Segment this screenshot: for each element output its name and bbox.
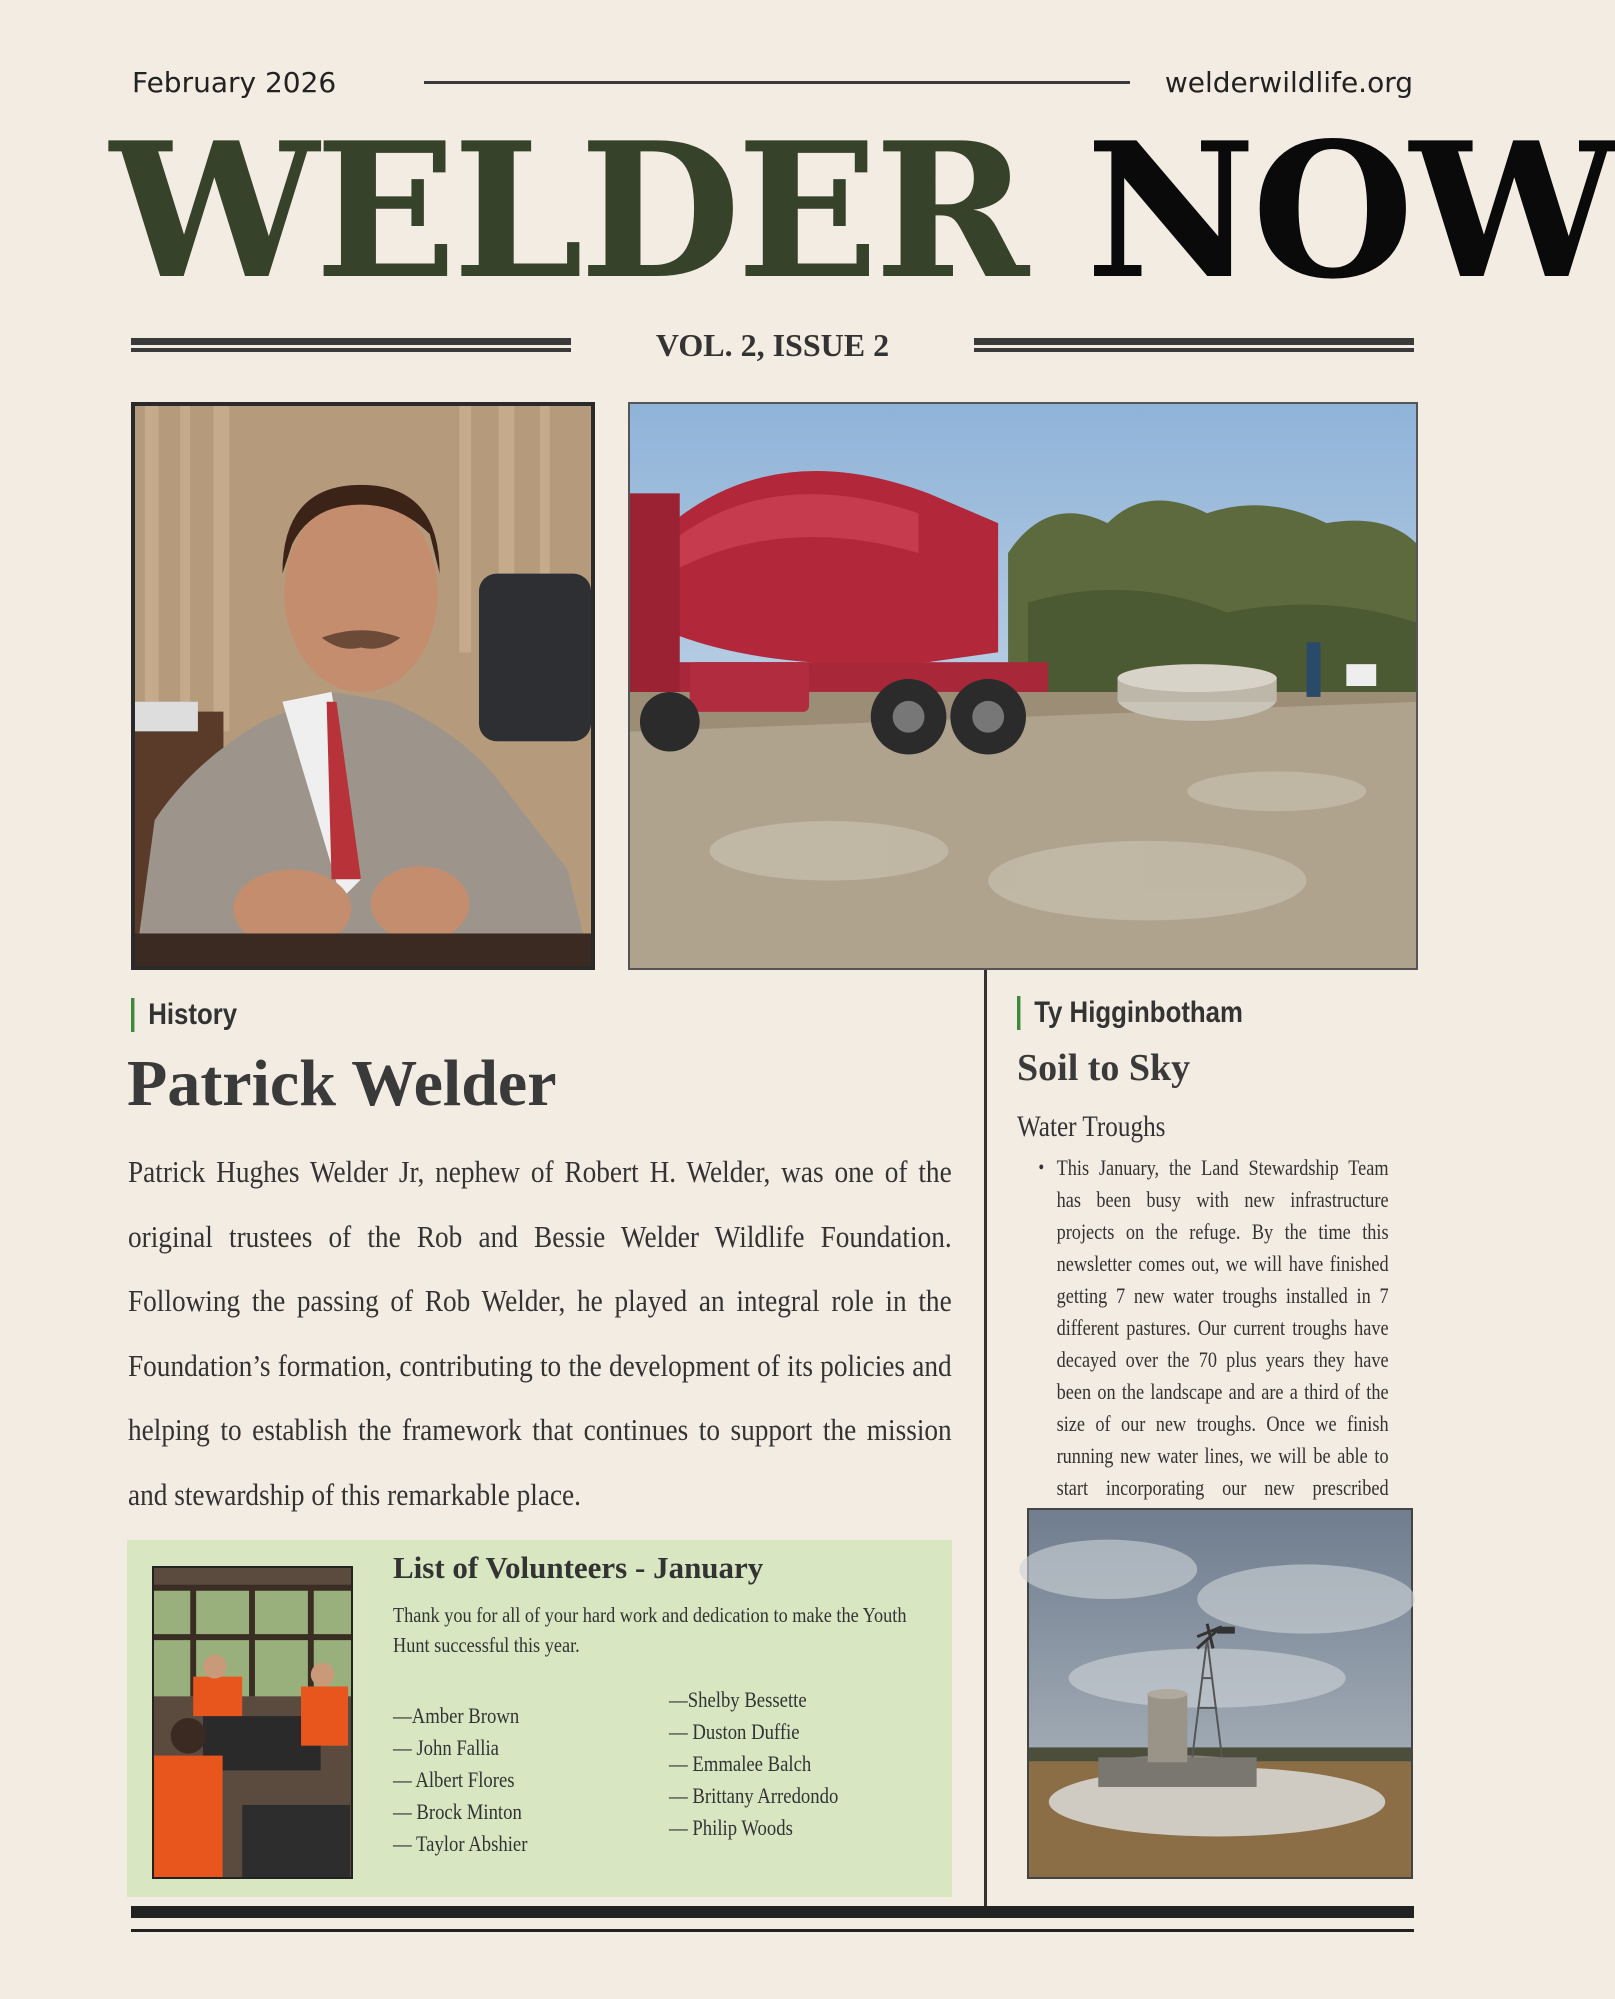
website-link[interactable]: welderwildlife.org: [1164, 66, 1413, 99]
volume-issue: VOL. 2, ISSUE 2: [655, 327, 890, 363]
volunteers-title: List of Volunteers - January: [393, 1550, 764, 1585]
volunteer-name: — Brock Minton: [393, 1799, 522, 1824]
article-title: Patrick Welder: [127, 1047, 557, 1120]
volunteer-name: — Albert Flores: [393, 1767, 515, 1792]
volunteer-name: — Emmalee Balch: [669, 1751, 812, 1776]
volume-rule-right: [974, 338, 1414, 352]
column-divider: [984, 970, 987, 1908]
volunteer-name: — Philip Woods: [669, 1815, 793, 1840]
volunteers-column-1: [393, 1700, 527, 1860]
volunteer-name: —Amber Brown: [393, 1703, 520, 1728]
volume-rule-left: [131, 338, 571, 352]
masthead-welder: WELDER: [110, 101, 1026, 320]
footer-rule: [131, 1906, 1414, 1932]
section-tag-history: History: [131, 998, 237, 1032]
list-item: • This January, the Land Stewardship Team has been busy with new infrastructure projects on the refuge. By the time this newsletter comes out, we will have finished getting 7 new water troughs installed in 7 different pastures. Our current troughs have decayed over the 70 plus years they have been on the landscape and are a third of the size of our new troughs. Once we finish running new water lines, we will be able to start incorporating our new prescribed: [1040, 1152, 1389, 1536]
masthead-now: NOW: [1085, 101, 1615, 320]
water-trough-photo: [1027, 1508, 1413, 1879]
sidebar-list: [1040, 1152, 1389, 1536]
volunteers-thanks: Thank you for all of your hard work and dedication to make the Youth Hunt successful this year.: [393, 1603, 907, 1657]
volunteer-name: — Brittany Arredondo: [669, 1783, 839, 1808]
sidebar-title: Soil to Sky: [1017, 1047, 1191, 1089]
volunteers-photo: [152, 1566, 353, 1879]
patrick-welder-portrait: [131, 402, 595, 970]
volunteer-name: — John Fallia: [393, 1735, 499, 1760]
volunteer-name: — Duston Duffie: [669, 1719, 800, 1744]
sidebar-subtitle: Water Troughs: [1017, 1110, 1166, 1143]
volunteer-name: —Shelby Bessette: [669, 1687, 807, 1712]
volunteer-name: — Taylor Abshier: [393, 1831, 528, 1856]
masthead: [110, 101, 1615, 320]
article-body: Patrick Hughes Welder Jr, nephew of Robert H. Welder, was one of the original trustees of the Rob and Bessie Welder Wildlife Foundation. Following the passing of Rob Welder, he played an integral role in the Foundation’s formation, contributing to the development of its policies and helping to establish the framework that continues to support the mission and stewardship of this remarkable place.: [128, 1154, 952, 1512]
concrete-truck-photo: [628, 402, 1418, 970]
author-tag: Ty Higginbotham: [1017, 996, 1243, 1030]
issue-date: February 2026: [132, 66, 337, 99]
header-rule: [424, 81, 1130, 84]
volunteers-column-2: [669, 1684, 838, 1844]
